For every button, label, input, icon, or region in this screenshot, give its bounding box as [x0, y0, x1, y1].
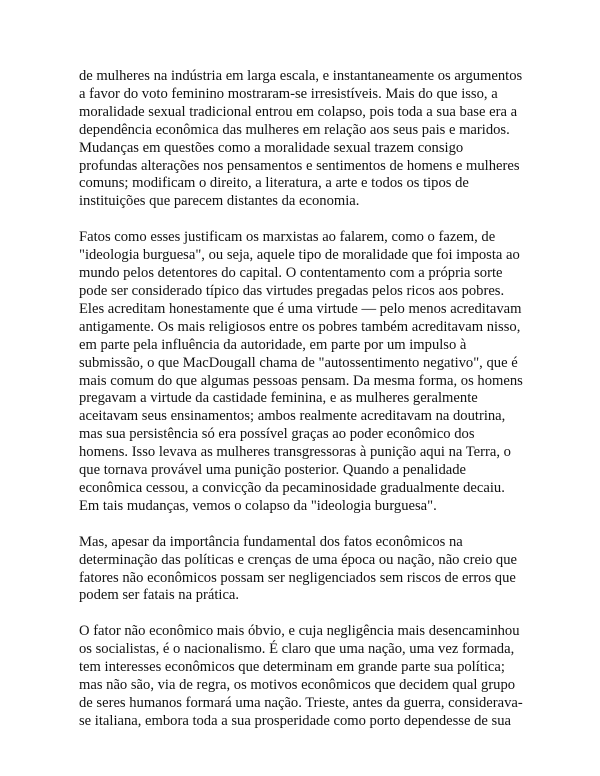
text-line: Mudanças em questões como a moralidade sexual trazem consigo: [79, 139, 464, 156]
paragraph-1: [79, 68, 529, 211]
text-line: submissão, o que MacDougall chama de "autossentimento negativo", que é: [79, 354, 518, 371]
text-line: de mulheres na indústria em larga escala, e instantaneamente os argumentos: [79, 68, 523, 84]
text-line: que tornava provável uma punição posterior. Quando a penalidade: [79, 462, 467, 479]
text-line: moralidade sexual tradicional entrou em colapso, pois toda a sua base era a: [79, 103, 518, 120]
text-line: instituições que parecem distantes da economia.: [79, 193, 360, 210]
text-line: Em tais mudanças, vemos o colapso da "ideologia burguesa".: [79, 497, 437, 514]
text-line: econômica cessou, a convicção da pecaminosidade gradualmente decaiu.: [79, 479, 505, 496]
text-line: homens. Isso levava as mulheres transgressoras à punição aqui na Terra, o: [79, 444, 511, 461]
text-line: dependência econômica das mulheres em relação aos seus pais e maridos.: [79, 121, 510, 138]
text-line: Fatos como esses justificam os marxistas ao falarem, como o fazem, de: [79, 229, 496, 246]
text-line: pregavam a virtude da castidade feminina, e as mulheres geralmente: [79, 390, 478, 407]
text-line: Eles acreditam honestamente que é uma virtude — pelo menos acreditavam: [79, 300, 522, 317]
text-line: mas sua persistência só era possível graças ao poder econômico dos: [79, 426, 475, 443]
text-line: os socialistas, é o nacionalismo. É claro que uma nação, uma vez formada,: [79, 641, 515, 658]
text-line: antigamente. Os mais religiosos entre os pobres também acreditavam nisso,: [79, 318, 521, 335]
text-line: se italiana, embora toda a sua prosperidade como porto dependesse de sua: [79, 712, 511, 729]
text-line: O fator não econômico mais óbvio, e cuja negligência mais desencaminhou: [79, 623, 520, 640]
text-line: comuns; modificam o direito, a literatura, a arte e todos os tipos de: [79, 175, 469, 192]
text-line: fatores não econômicos possam ser negligenciados sem riscos de erros que: [79, 569, 516, 586]
text-line: mais comum do que algumas pessoas pensam. Da mesma forma, os homens: [79, 372, 523, 389]
text-line: profundas alterações nos pensamentos e sentimentos de homens e mulheres: [79, 157, 520, 174]
text-line: podem ser fatais na prática.: [79, 587, 240, 604]
text-line: a favor do voto feminino mostraram-se irresistíveis. Mais do que isso, a: [79, 85, 498, 102]
paragraph-4: [79, 623, 529, 730]
paragraph-3: [79, 534, 529, 606]
text-line: mundo pelos detentores do capital. O contentamento com a própria sorte: [79, 265, 503, 282]
text-line: pode ser considerado típico das virtudes pregadas pelos ricos aos pobres.: [79, 282, 505, 299]
text-line: de seres humanos formará uma nação. Trieste, antes da guerra, considerava-: [79, 695, 523, 711]
document-page: [79, 68, 529, 749]
text-line: "ideologia burguesa", ou seja, aquele tipo de moralidade que foi imposta ao: [79, 247, 520, 264]
paragraph-2: [79, 229, 529, 516]
text-line: determinação das políticas e crenças de uma época ou nação, não creio que: [79, 551, 518, 568]
text-line: mas não são, via de regra, os motivos econômicos que decidem qual grupo: [79, 677, 516, 694]
text-line: em parte pela influência da autoridade, em parte por um impulso à: [79, 336, 467, 353]
text-line: Mas, apesar da importância fundamental dos fatos econômicos na: [79, 533, 463, 550]
text-line: aceitavam seus ensinamentos; ambos realmente acreditavam na doutrina,: [79, 408, 506, 425]
text-line: tem interesses econômicos que determinam em grande parte sua política;: [79, 659, 505, 676]
